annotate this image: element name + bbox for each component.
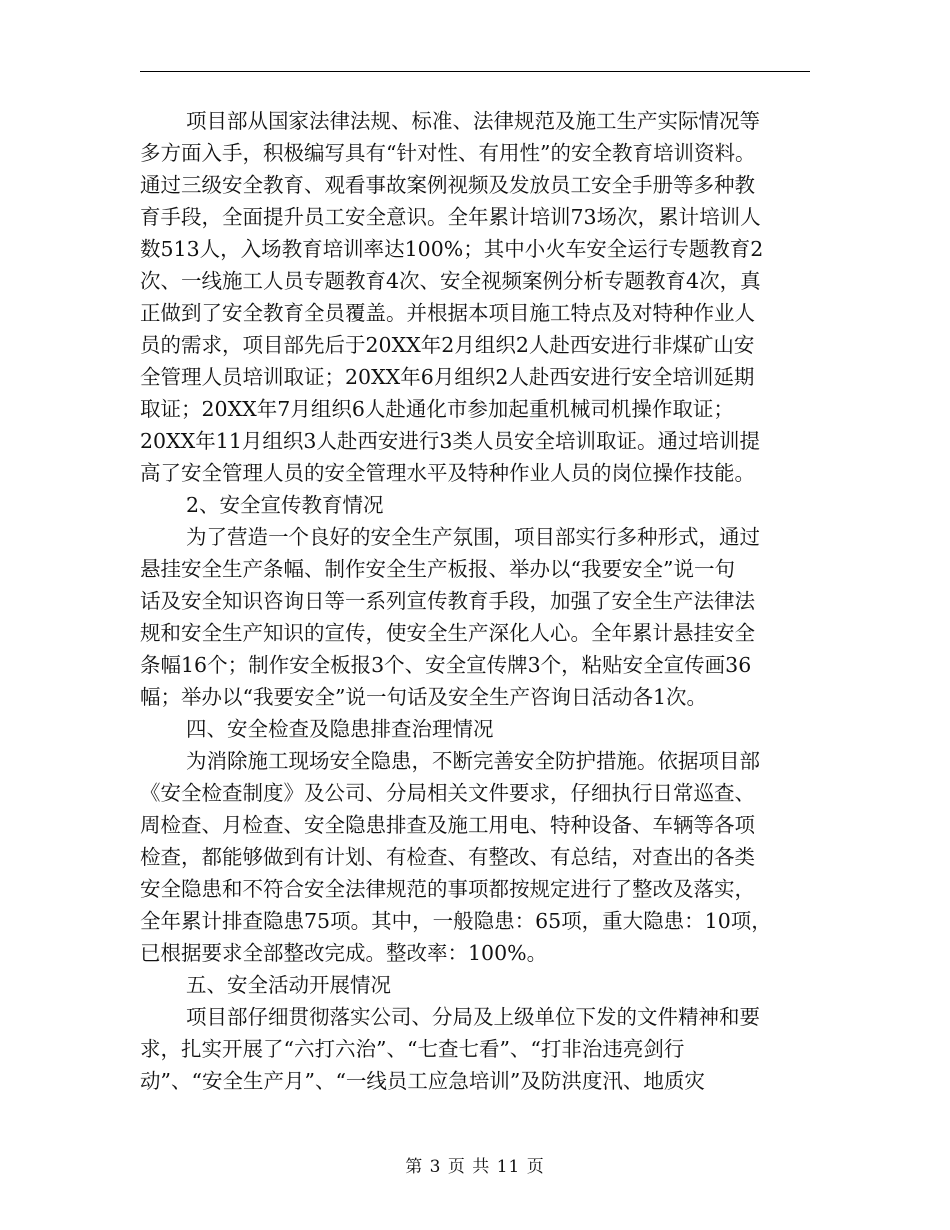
header-rule xyxy=(140,71,810,72)
text-line: 通过三级安全教育、观看事故案例视频及发放员工安全手册等多种教 xyxy=(140,173,755,197)
text-line: 规和安全生产知识的宣传，使安全生产深化人心。全年累计悬挂安全 xyxy=(140,621,755,645)
text-line: 周检查、月检查、安全隐患排查及施工用电、特种设备、车辆等各项 xyxy=(140,813,755,837)
text-line: 悬挂安全生产条幅、制作安全生产板报、举办以“我要安全”说一句 xyxy=(140,557,735,581)
text-line: 数513人，入场教育培训率达100%；其中小火车安全运行专题教育2 xyxy=(140,237,764,261)
text-line: 为了营造一个良好的安全生产氛围，项目部实行多种形式，通过 xyxy=(186,525,760,549)
text-line: 正做到了安全教育全员覆盖。并根据本项目施工特点及对特种作业人 xyxy=(140,301,755,325)
text-line: 育手段，全面提升员工安全意识。全年累计培训73场次，累计培训人 xyxy=(140,205,761,229)
text-line: 多方面入手，积极编写具有“针对性、有用性”的安全教育培训资料。 xyxy=(140,141,756,165)
text-line: 员的需求，项目部先后于20XX年2月组织2人赴西安进行非煤矿山安 xyxy=(140,333,755,357)
text-line: 五、安全活动开展情况 xyxy=(186,973,391,997)
text-line: 已根据要求全部整改完成。整改率：100%。 xyxy=(140,941,548,965)
text-line: 条幅16个；制作安全板报3个、安全宣传牌3个，粘贴安全宣传画36 xyxy=(140,653,752,677)
text-line: 《安全检查制度》及公司、分局相关文件要求，仔细执行日常巡查、 xyxy=(140,781,755,805)
text-line: 项目部仔细贯彻落实公司、分局及上级单位下发的文件精神和要 xyxy=(186,1005,760,1029)
text-line: 四、安全检查及隐患排查治理情况 xyxy=(186,717,494,741)
text-line: 全年累计排查隐患75项。其中，一般隐患：65项，重大隐患：10项， xyxy=(140,909,772,933)
text-line: 安全隐患和不符合安全法律规范的事项都按规定进行了整改及落实， xyxy=(140,877,755,901)
text-line: 次、一线施工人员专题教育4次、安全视频案例分析专题教育4次，真 xyxy=(140,269,761,293)
text-line: 检查，都能够做到有计划、有检查、有整改、有总结，对查出的各类 xyxy=(140,845,755,869)
text-line: 2、安全宣传教育情况 xyxy=(186,493,384,517)
text-line: 20XX年11月组织3人赴西安进行3类人员安全培训取证。通过培训提 xyxy=(140,429,760,453)
text-line: 高了安全管理人员的安全管理水平及特种作业人员的岗位操作技能。 xyxy=(140,461,755,485)
text-line: 话及安全知识咨询日等一系列宣传教育手段，加强了安全生产法律法 xyxy=(140,589,755,613)
text-line: 项目部从国家法律法规、标准、法律规范及施工生产实际情况等 xyxy=(186,109,760,133)
page-footer: 第 3 页 共 11 页 xyxy=(405,1157,545,1177)
text-line: 全管理人员培训取证；20XX年6月组织2人赴西安进行安全培训延期 xyxy=(140,365,755,389)
document-body xyxy=(140,105,810,1097)
text-line: 为消除施工现场安全隐患，不断完善安全防护措施。依据项目部 xyxy=(186,749,760,773)
text-line: 求，扎实开展了“六打六治”、“七查七看”、“打非治违亮剑行 xyxy=(140,1037,685,1061)
text-line: 取证；20XX年7月组织6人赴通化市参加起重机械司机操作取证； xyxy=(140,397,734,421)
text-line: 幅；举办以“我要安全”说一句话及安全生产咨询日活动各1次。 xyxy=(140,685,708,709)
text-line: 动”、“安全生产月”、“一线员工应急培训”及防洪度汛、地质灾 xyxy=(140,1069,705,1093)
